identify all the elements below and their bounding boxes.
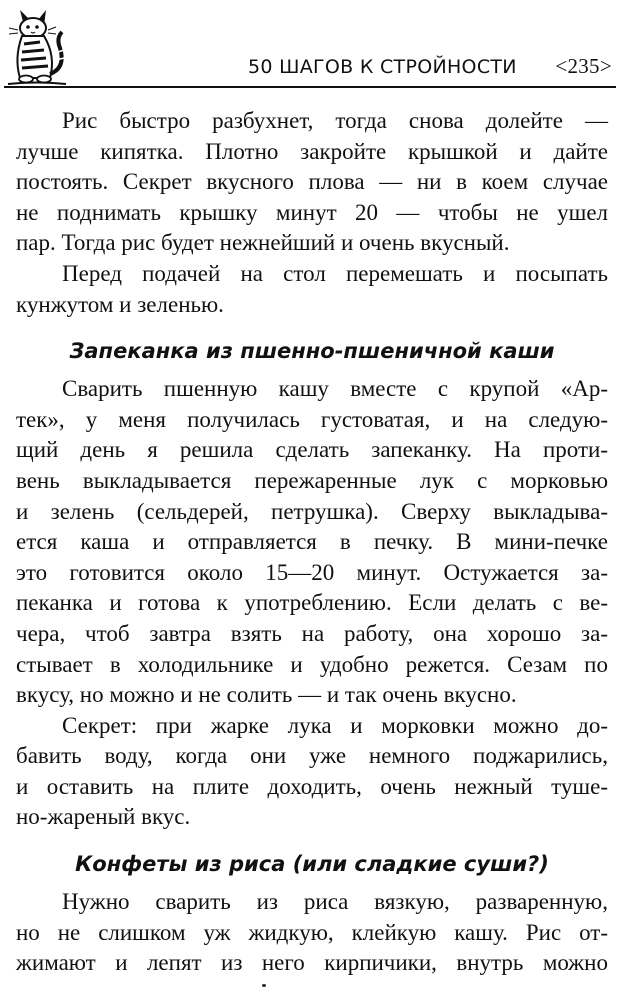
text-line: но-жареный вкус.: [16, 804, 191, 830]
text-line: кунжутом и зеленью.: [16, 291, 224, 317]
text-line: бавить воду, когда они уже немного поджарились,: [16, 743, 608, 769]
text-line: Нужно сварить из риса вязкую, разваренную,: [62, 889, 608, 915]
paragraph: [16, 711, 608, 833]
text-line: и зелень (сельдерей, петрушка). Сверху выкладыва-: [16, 498, 608, 524]
paragraph: [16, 106, 608, 259]
text-line: стывает в холодильнике и удобно режется. Сезам по: [16, 651, 608, 677]
book-title: 50 ШАГОВ К СТРОЙНОСТИ: [248, 56, 517, 78]
text-line: Рис быстро разбухнет, тогда снова долейте —: [62, 108, 608, 133]
paragraph: [16, 374, 608, 711]
text-line: постоять. Секрет вкусного плова — ни в коем случае: [16, 169, 608, 195]
text-line: это готовится около 15—20 минут. Остужается за-: [16, 559, 608, 585]
text-line: Перед подачей на стол перемешать и посыпать: [62, 260, 608, 286]
page-body: [16, 106, 608, 979]
page-number: <235>: [555, 54, 612, 78]
text-line: и оставить на плите доходить, очень нежный туше-: [16, 773, 608, 799]
text-line: тек», у меня получилась густоватая, и на следую-: [16, 406, 608, 432]
text-line: Секрет: при жарке лука и морковки можно до-: [62, 712, 608, 738]
text-line: пеканка и готова к употреблению. Если делать с ве-: [16, 590, 608, 616]
cat-icon: [6, 8, 68, 86]
text-line: вень выкладывается пережаренные лук с морковью: [16, 467, 608, 493]
section-heading: Конфеты из риса (или сладкие суши?): [75, 852, 549, 877]
section-heading: Запеканка из пшенно-пшеничной каши: [69, 339, 555, 364]
header-rule: [4, 86, 616, 88]
text-line: не поднимать крышку минут 20 — чтобы не ушел: [16, 199, 608, 225]
text-line: пар. Тогда рис будет нежнейший и очень вкусный.: [16, 230, 510, 256]
text-line: щий день я решила сделать запеканку. На проти-: [16, 437, 608, 463]
paragraph: [16, 887, 608, 979]
print-speck: [262, 984, 266, 987]
paragraph: [16, 259, 608, 320]
text-line: лучше кипятка. Плотно закройте крышкой и дайте: [16, 138, 608, 164]
running-header: [248, 54, 616, 86]
text-line: чера, чтоб завтра взять на работу, она хорошо за-: [16, 620, 608, 646]
text-line: жимают и лепят из него кирпичики, внутрь можно: [16, 950, 608, 976]
text-line: вкусу, но можно и не солить — и так очень вкусно.: [16, 682, 517, 708]
text-line: Сварить пшенную кашу вместе с крупой «Ар-: [62, 376, 608, 402]
text-line: но не слишком уж жидкую, клейкую кашу. Рис от-: [16, 919, 608, 945]
text-line: ется каша и отправляется в печку. В мини-печке: [16, 529, 608, 555]
